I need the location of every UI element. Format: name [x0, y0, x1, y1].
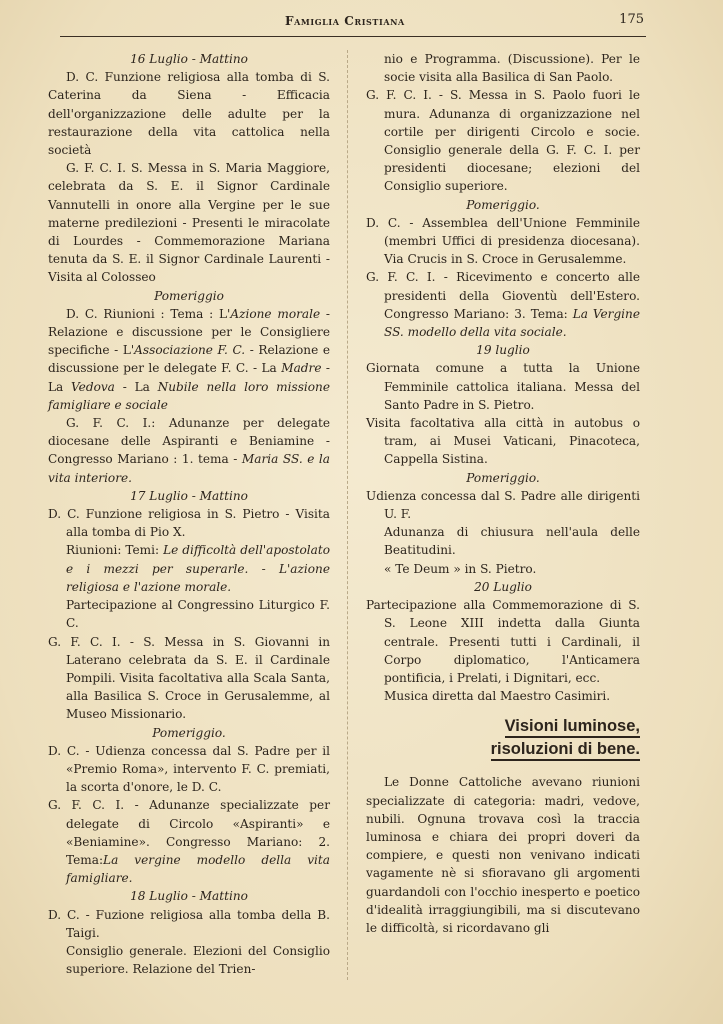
- text: - La: [48, 361, 330, 394]
- date-heading: 17 Luglio - Mattino: [130, 488, 248, 503]
- paragraph: nio e Programma. (Discussione). Per le socie visita alla Basilica di San Paolo.: [384, 52, 640, 85]
- paragraph: [48, 414, 330, 487]
- paragraph: [48, 305, 330, 414]
- text: - La: [114, 379, 158, 394]
- text: Riunioni: Temi:: [66, 543, 164, 558]
- italic-text: La Vergine SS. modello della vita sociale.: [384, 306, 640, 340]
- text: G. F. C. I. - Adunanze specializzate per delegate di Circolo «Aspiranti» e «Beniamine». Congresso Mariano: 2. Tema:: [48, 798, 330, 867]
- left-column: [48, 50, 330, 978]
- paragraph: D. C. Funzione religiosa alla tomba di S. Caterina da Siena - Efficacia dell'organizzazione delle adulte per la restaurazione della vita cattolica nella società: [48, 70, 330, 158]
- text: - Relazione e discussione per le delegate F. C. - La: [48, 343, 330, 376]
- header-rule: [60, 36, 646, 37]
- italic-text: Le difficoltà dell'apostolato e i mezzi per superarle. - L'azione religiosa e l'azione morale.: [66, 543, 330, 594]
- right-column: [366, 50, 640, 937]
- date-heading: 18 Luglio - Mattino: [130, 889, 248, 904]
- paragraph: G. F. C. I. S. Messa in S. Maria Maggiore, celebrata da S. E. il Signor Cardinale Vannutelli in onore alla Vergine per le sue materne predilezioni - Presenti le miracolate di Lourdes - Commemorazione Mariana tenuta da S. E. il Signor Cardinale Laurenti - Visita al Colosseo: [48, 161, 330, 285]
- paragraph: Partecipazione al Congressino Liturgico F. C.: [66, 598, 330, 631]
- date-heading: 20 Luglio: [474, 579, 532, 594]
- section-title-line: risoluzioni di bene.: [491, 740, 640, 761]
- page-number: 175: [619, 12, 644, 27]
- page-header: [60, 10, 650, 34]
- subheading: Pomeriggio: [154, 288, 224, 303]
- section-title: [366, 715, 640, 738]
- italic-text: Associazione F. C.: [134, 343, 246, 358]
- paragraph: Le Donne Cattoliche avevano riunioni specializzate di categoria: madri, vedove, nubili. Ognuna trovava così la traccia luminosa e chiara dei propri doveri da compiere, e questi non venivano indicati vagamente nè si sfioravano gli argomenti guardandoli con l'occhio inesperto e poetico d'idealità irraggiungibili, ma si discutevano le difficoltà, si ricordavano gli: [366, 775, 640, 935]
- date-heading: 19 luglio: [476, 343, 530, 358]
- paragraph: D. C. - Assemblea dell'Unione Femminile (membri Uffici di presidenza diocesana). Via Crucis in S. Croce in Gerusalemme.: [366, 215, 640, 267]
- section-title: [366, 738, 640, 761]
- paragraph: Adunanza di chiusura nell'aula delle Beatitudini.: [384, 525, 640, 558]
- italic-text: Madre: [281, 361, 322, 376]
- paragraph: [48, 796, 330, 887]
- italic-text: La vergine modello della vita famigliare.: [66, 852, 330, 886]
- text: G. F. C. I.: Adunanze per delegate diocesane delle Aspiranti e Beniamine - Congresso Mariano : 1. tema -: [48, 416, 330, 467]
- paragraph: D. C. - Fuzione religiosa alla tomba della B. Taigi.: [48, 907, 330, 940]
- date-heading: 16 Luglio - Mattino: [130, 52, 248, 66]
- paragraph: « Te Deum » in S. Pietro.: [384, 561, 537, 576]
- italic-text: Nubile nella loro missione famigliare e sociale: [48, 379, 330, 412]
- italic-text: Azione morale: [230, 306, 321, 321]
- text: D. C. Riunioni : Tema : L': [66, 306, 231, 321]
- text: G. F. C. I. - Ricevimento e concerto alle presidenti della Gioventù dell'Estero. Congresso Mariano: 3. Tema:: [366, 270, 640, 321]
- subheading: Pomeriggio.: [152, 725, 226, 740]
- subheading: Pomeriggio.: [466, 197, 540, 212]
- paragraph: Consiglio generale. Elezioni del Consiglio superiore. Relazione del Trien-: [66, 943, 330, 977]
- paragraph: G. F. C. I. - S. Messa in S. Giovanni in Laterano celebrata da S. E. il Cardinale Pompili. Visita facoltativa alla Scala Santa, alla Basilica S. Croce in Gerusalemme, al Museo Missionario.: [48, 634, 330, 722]
- paragraph: Partecipazione alla Commemorazione di S. S. Leone XIII indetta dalla Giunta centrale. Presenti tutti i Cardinali, il Corpo diplomatico, l'Anticamera pontificia, i Prelati, i Dignitari, ecc.: [366, 598, 640, 685]
- paragraph: Visita facoltativa alla città in autobus o tram, ai Musei Vaticani, Pinacoteca, Cappella Sistina.: [366, 416, 640, 467]
- paragraph: D. C. - Udienza concessa dal S. Padre per il «Premio Roma», intervento F. C. premiati, la scorta d'onore, le D. C.: [48, 743, 330, 795]
- paragraph: [48, 541, 330, 596]
- paragraph: Udienza concessa dal S. Padre alle dirigenti U. F.: [366, 488, 640, 522]
- column-divider: [347, 50, 348, 980]
- subheading: Pomeriggio.: [466, 470, 540, 485]
- italic-text: Maria SS. e la vita interiore.: [48, 452, 330, 485]
- paragraph: [366, 268, 640, 341]
- text: - Relazione e discussione per le Consigliere specifiche - L': [48, 306, 331, 358]
- magazine-title: Famiglia Cristiana: [285, 14, 405, 28]
- paragraph: Musica diretta dal Maestro Casimiri.: [384, 689, 611, 704]
- paragraph: D. C. Funzione religiosa in S. Pietro - Visita alla tomba di Pio X.: [48, 507, 330, 540]
- section-title-line: Visioni luminose,: [505, 717, 640, 738]
- paragraph: Giornata comune a tutta la Unione Femminile cattolica italiana. Messa del Santo Padre in S. Pietro.: [366, 361, 640, 412]
- italic-text: Vedova: [71, 379, 115, 394]
- paragraph: G. F. C. I. - S. Messa in S. Paolo fuori le mura. Adunanza di organizzazione nel cortile per dirigenti Circolo e socie. Consiglio generale della G. F. C. I. per presidenti diocesane; elezioni del Consiglio superiore.: [366, 88, 640, 194]
